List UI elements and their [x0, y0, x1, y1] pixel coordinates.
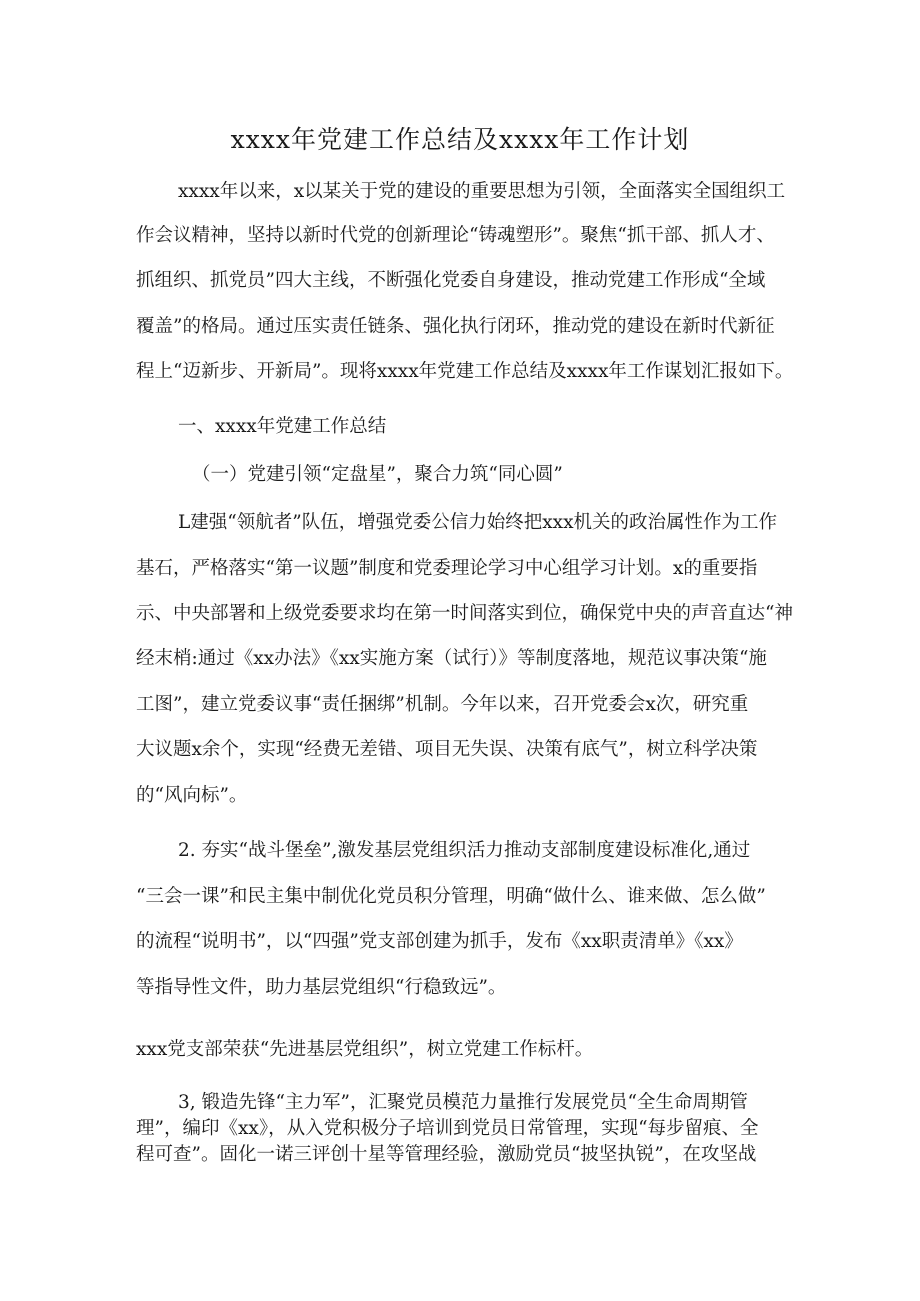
body-line: 示、中央部署和上级党委要求均在第一时间落实到位，确保党中央的声音直达“神 [136, 603, 793, 624]
body-line: 理”，编印《xx》，从入党积极分子培训到党员日常管理，实现“每步留痕、全 [136, 1118, 759, 1139]
body-line: L建强“领航者”队伍，增强党委公信力始终把xxx机关的政治属性作为工作 [178, 512, 778, 533]
body-line: 覆盖”的格局。通过压实责任链条、强化执行闭环，推动党的建设在新时代新征 [136, 316, 775, 337]
body-line: “三会一课”和民主集中制优化党员积分管理，明确“做什么、谁来做、怎么做” [136, 886, 766, 907]
subsection-heading: （一）党建引领“定盘星”，聚合力筑“同心圆” [192, 464, 563, 485]
body-line: 基石，严格落实“第一议题”制度和党委理论学习中心组学习计划。x的重要指 [136, 558, 758, 579]
body-line: 3, 锻造先锋“主力军”，汇聚党员模范力量推行发展党员“全生命周期管 [178, 1092, 748, 1113]
body-line: 工图”，建立党委议事“责任捆绑”机制。今年以来，召开党委会x次，研究重 [136, 694, 749, 715]
body-line: 的“风向标”。 [136, 785, 248, 806]
body-line: 的流程“说明书”，以“四强”党支部创建为抓手，发布《xx职责清单》《xx》 [136, 931, 743, 952]
body-line: 作会议精神，坚持以新时代党的创新理论“铸魂塑形”。聚焦“抓干部、抓人才、 [136, 225, 775, 246]
document-title: xxxx年党建工作总结及xxxx年工作计划 [230, 125, 690, 154]
body-line: 抓组织、抓党员”四大主线，不断强化党委自身建设，推动党建工作形成“全域 [136, 270, 766, 291]
body-line: 程可查”。固化一诺三评创十星等管理经验，激励党员“披坚执锐”，在攻坚战 [136, 1144, 757, 1165]
body-line: xxxx年以来，x以某关于党的建设的重要思想为引领，全面落实全国组织工 [178, 181, 786, 202]
body-line: 经末梢:通过《xx办法》《xx实施方案（试行）》等制度落地，规范议事决策“施 [136, 648, 767, 669]
body-line: 等指导性文件，助力基层党组织“行稳致远”。 [136, 977, 507, 998]
body-line: 程上“迈新步、开新局”。现将xxxx年党建工作总结及xxxx年工作谋划汇报如下。 [136, 361, 794, 382]
body-line: 大议题x余个，实现“经费无差错、项目无失误、决策有底气”，树立科学决策 [136, 739, 758, 760]
body-line: xxx党支部荣获“先进基层党组织”，树立党建工作标杆。 [136, 1039, 594, 1060]
body-line: 2. 夯实“战斗堡垒”,激发基层党组织活力推动支部制度建设标准化,通过 [178, 840, 751, 861]
section-heading: 一、xxxx年党建工作总结 [178, 416, 387, 437]
